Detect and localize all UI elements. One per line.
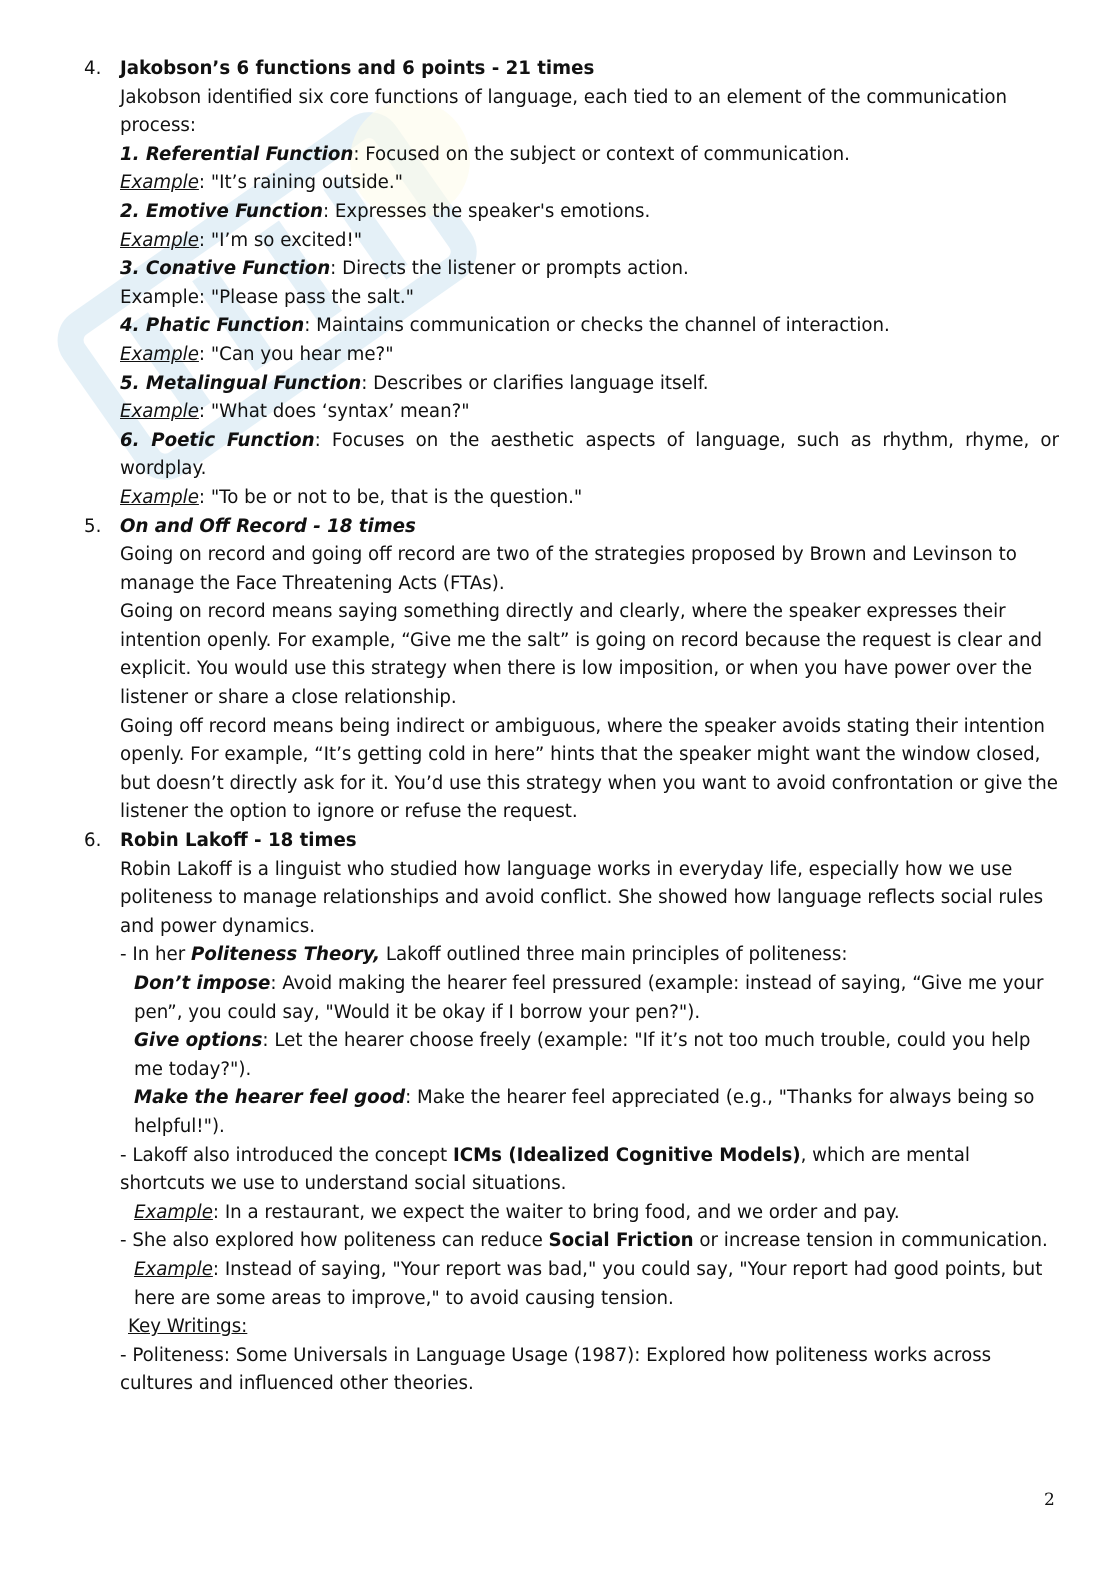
function-line: 4. Phatic Function: Maintains communication or checks the channel of interaction. [120,315,890,337]
example-line: Example: "It’s raining outside." [120,172,404,194]
section-intro: Robin Lakoff is a linguist who studied how language works in everyday life, especially how we use politeness to manage relationships and avoid conflict. She showed how language reflects social rules and power dynamics. [120,858,1044,937]
icm-line: - Lakoff also introduced the concept ICMs (Idealized Cognitive Models), which are mental shortcuts we use to understand social situations. [120,1144,970,1195]
paragraph: Going on record means saying something directly and clearly, where the speaker expresses their intention openly. For example, “Give me the salt” is going on record because the request is clear and explicit. You would use this strategy when there is low imposition, or when you have power over the listener or share a close relationship. [120,601,1043,709]
example-line: Example: "Please pass the salt." [120,286,414,308]
function-line: 1. Referential Function: Focused on the subject or context of communication. [120,143,850,165]
example-line: Example: In a restaurant, we expect the waiter to bring food, and we order and pay. [134,1201,900,1223]
item-number: 4. [84,58,102,79]
section-heading: On and Off Record - 18 times [120,515,416,537]
section-on-off-record [84,513,1059,828]
key-writings-label: Key Writings: [128,1316,248,1338]
item-number: 5. [84,515,102,537]
function-line: 2. Emotive Function: Expresses the speaker's emotions. [120,200,651,222]
key-writing-entry: - Politeness: Some Universals in Language Usage (1987): Explored how politeness works across cultures and influenced other theories. [120,1344,992,1395]
example-line: Example: "Can you hear me?" [120,343,394,365]
friction-line: - She also explored how politeness can reduce Social Friction or increase tension in communication. [120,1230,1048,1252]
example-line: Example: "To be or not to be, that is the question." [120,486,583,508]
section-heading: Robin Lakoff - 18 times [120,830,357,852]
paragraph: Going on record and going off record are two of the strategies proposed by Brown and Levinson to manage the Face Threatening Acts (FTAs). [120,544,1017,594]
example-line: Example: "What does ‘syntax’ mean?" [120,401,470,423]
page-number: 2 [1044,1490,1055,1510]
document-body [84,55,1059,1399]
politeness-theory-line: - In her Politeness Theory, Lakoff outlined three main principles of politeness: [120,944,848,966]
function-line: 3. Conative Function: Directs the listener or prompts action. [120,258,689,280]
principle-item: Make the hearer feel good: Make the hearer feel appreciated (e.g., "Thanks for always being so helpful!"). [134,1087,1035,1137]
section-intro: Jakobson identified six core functions of language, each tied to an element of the communication process: [120,86,1008,137]
section-heading: Jakobson’s 6 functions and 6 points - 21 times [120,58,595,79]
item-number: 6. [84,830,102,852]
function-line: 5. Metalingual Function: Describes or clarifies language itself. [120,372,709,394]
paragraph: Going off record means being indirect or ambiguous, where the speaker avoids stating their intention openly. For example, “It’s getting cold in here” hints that the speaker might want the window closed, but doesn’t directly ask for it. You’d use this strategy when you want to avoid confrontation or give the listener the option to ignore or refuse the request. [120,715,1058,823]
section-lakoff [84,827,1059,1399]
principle-item: Don’t impose: Avoid making the hearer feel pressured (example: instead of saying, “Give me your pen”, you could say, "Would it be okay if I borrow your pen?"). [134,973,1044,1023]
section-jakobson [84,55,1059,513]
principle-item: Give options: Let the hearer choose freely (example: "If it’s not too much trouble, could you help me today?"). [134,1030,1031,1080]
example-line: Example: Instead of saying, "Your report was bad," you could say, "Your report had good points, but here are some areas to improve," to avoid causing tension. [134,1258,1043,1309]
example-line: Example: "I’m so excited!" [120,229,363,251]
function-line: 6. Poetic Function: Focuses on the aesthetic aspects of language, such as rhythm, rhyme, or wordplay. [120,429,1060,480]
